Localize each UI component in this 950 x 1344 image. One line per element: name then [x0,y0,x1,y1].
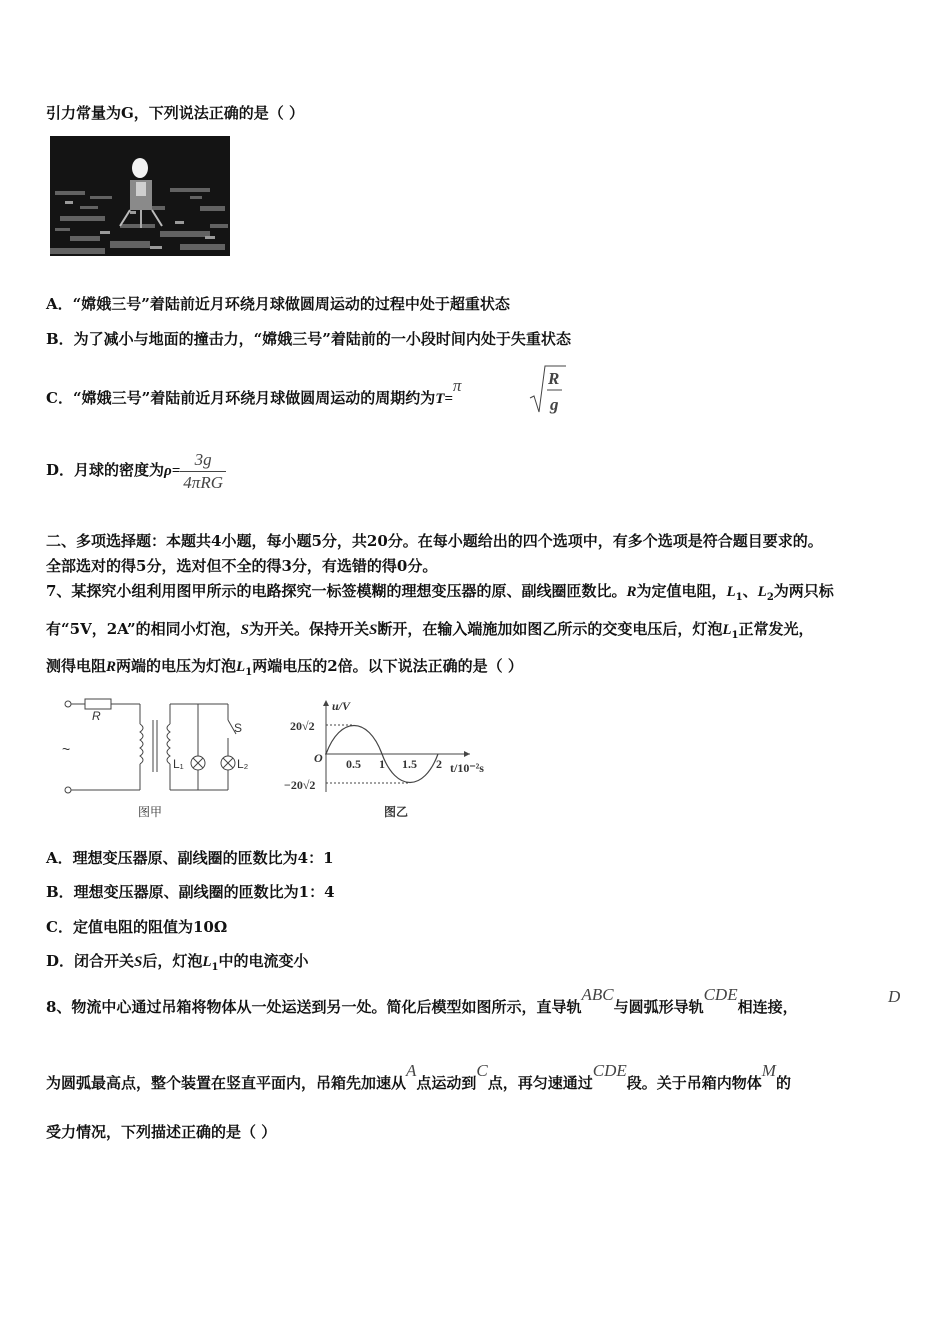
ytick-bottom: −20√2 [284,778,316,792]
point-d-label: D [888,987,901,1006]
lunar-lander-photo [50,136,230,256]
frac-num-r: R [548,369,560,388]
sqrt-r-over-g [528,362,568,418]
q6-stem: 引力常量为G，下列说法正确的是（ ） [46,104,305,122]
voltage-graph [284,699,484,819]
circuit-diagram [65,699,236,793]
label-l1: L₁ [173,757,184,771]
q7-line2: 有“5V，2A”的相同小灯泡，S为开关。保持开关S断开，在输入端施加如图乙所示的交变电压后，灯泡$L_1$正常发光， [46,620,814,641]
xtick-3: 2 [436,757,442,771]
q7-option-c: C．定值电阻的阻值为10Ω [46,918,228,936]
q8-line1: 8、物流中心通过吊箱将物体从一处运送到另一处。简化后模型如图所示，直导轨ABC与圆弧形导轨CDE相连接， [46,985,798,1016]
resistor-r [85,699,111,709]
caption-figure-a: 图甲 [138,805,163,819]
origin-label: O [314,751,323,765]
q6-option-d: D．月球的密度为ρ= $\frac{3g}{\text{4πRG}}$ [46,446,226,495]
q7-line3: 测得电阻R两端的电压为灯泡$L_1$两端电压的2倍。以下说法正确的是（ ） [46,657,523,678]
label-s: S [234,721,243,735]
ac-source-symbol: ~ [62,741,71,757]
frac-den-g: g [550,395,559,414]
graph-xlabel: t/10⁻²s [450,761,484,775]
q7-option-a: A．理想变压器原、副线圈的匝数比为4：1 [46,849,334,867]
q7-option-b: B．理想变压器原、副线圈的匝数比为1：4 [46,883,335,901]
section2-line1: 二、多项选择题：本题共4小题，每小题5分，共20分。在每小题给出的四个选项中，有多个选项是符合题目要求的。 [46,532,823,550]
q8-line3: 受力情况，下列描述正确的是（ ） [46,1123,277,1141]
q8-line2: 为圆弧最高点，整个装置在竖直平面内，吊箱先加速从A点运动到C点，再匀速通过CDE段。关于吊箱内物体M的 [46,1061,791,1092]
primary-coil [140,724,143,764]
section2-line2: 全部选对的得5分，选对但不全的得3分，有选错的得0分。 [46,557,438,575]
label-r: R [92,709,101,723]
caption-figure-b: 图乙 [384,805,409,819]
xtick-1: 1 [379,757,385,771]
ytick-top: 20√2 [290,719,315,733]
density-fraction: $\frac{3g}{\text{4πRG}}$ [180,449,226,494]
xtick-2: 1.5 [402,757,417,771]
q6-option-a: A．“嫦娥三号”着陆前近月环绕月球做圆周运动的过程中处于超重状态 [46,295,510,313]
xtick-0: 0.5 [346,757,361,771]
graph-ylabel: u/V [332,699,351,713]
q7-figures [50,690,500,820]
q6-option-c: C．“嫦娥三号”着陆前近月环绕月球做圆周运动的周期约为T=π [46,376,462,407]
q7-option-d: D．闭合开关S后，灯泡$L_1$中的电流变小 [46,952,309,973]
q7-line1: 7、某探究小组利用图甲所示的电路探究一标签模糊的理想变压器的原、副线圈匝数比。R为定值电阻，$L_1$、$L_2$为两只标 [46,582,834,603]
secondary-coil [167,724,170,764]
q6-option-b: B．为了减小与地面的撞击力，“嫦娥三号”着陆前的一小段时间内处于失重状态 [46,330,571,348]
label-l2: L₂ [237,757,249,771]
